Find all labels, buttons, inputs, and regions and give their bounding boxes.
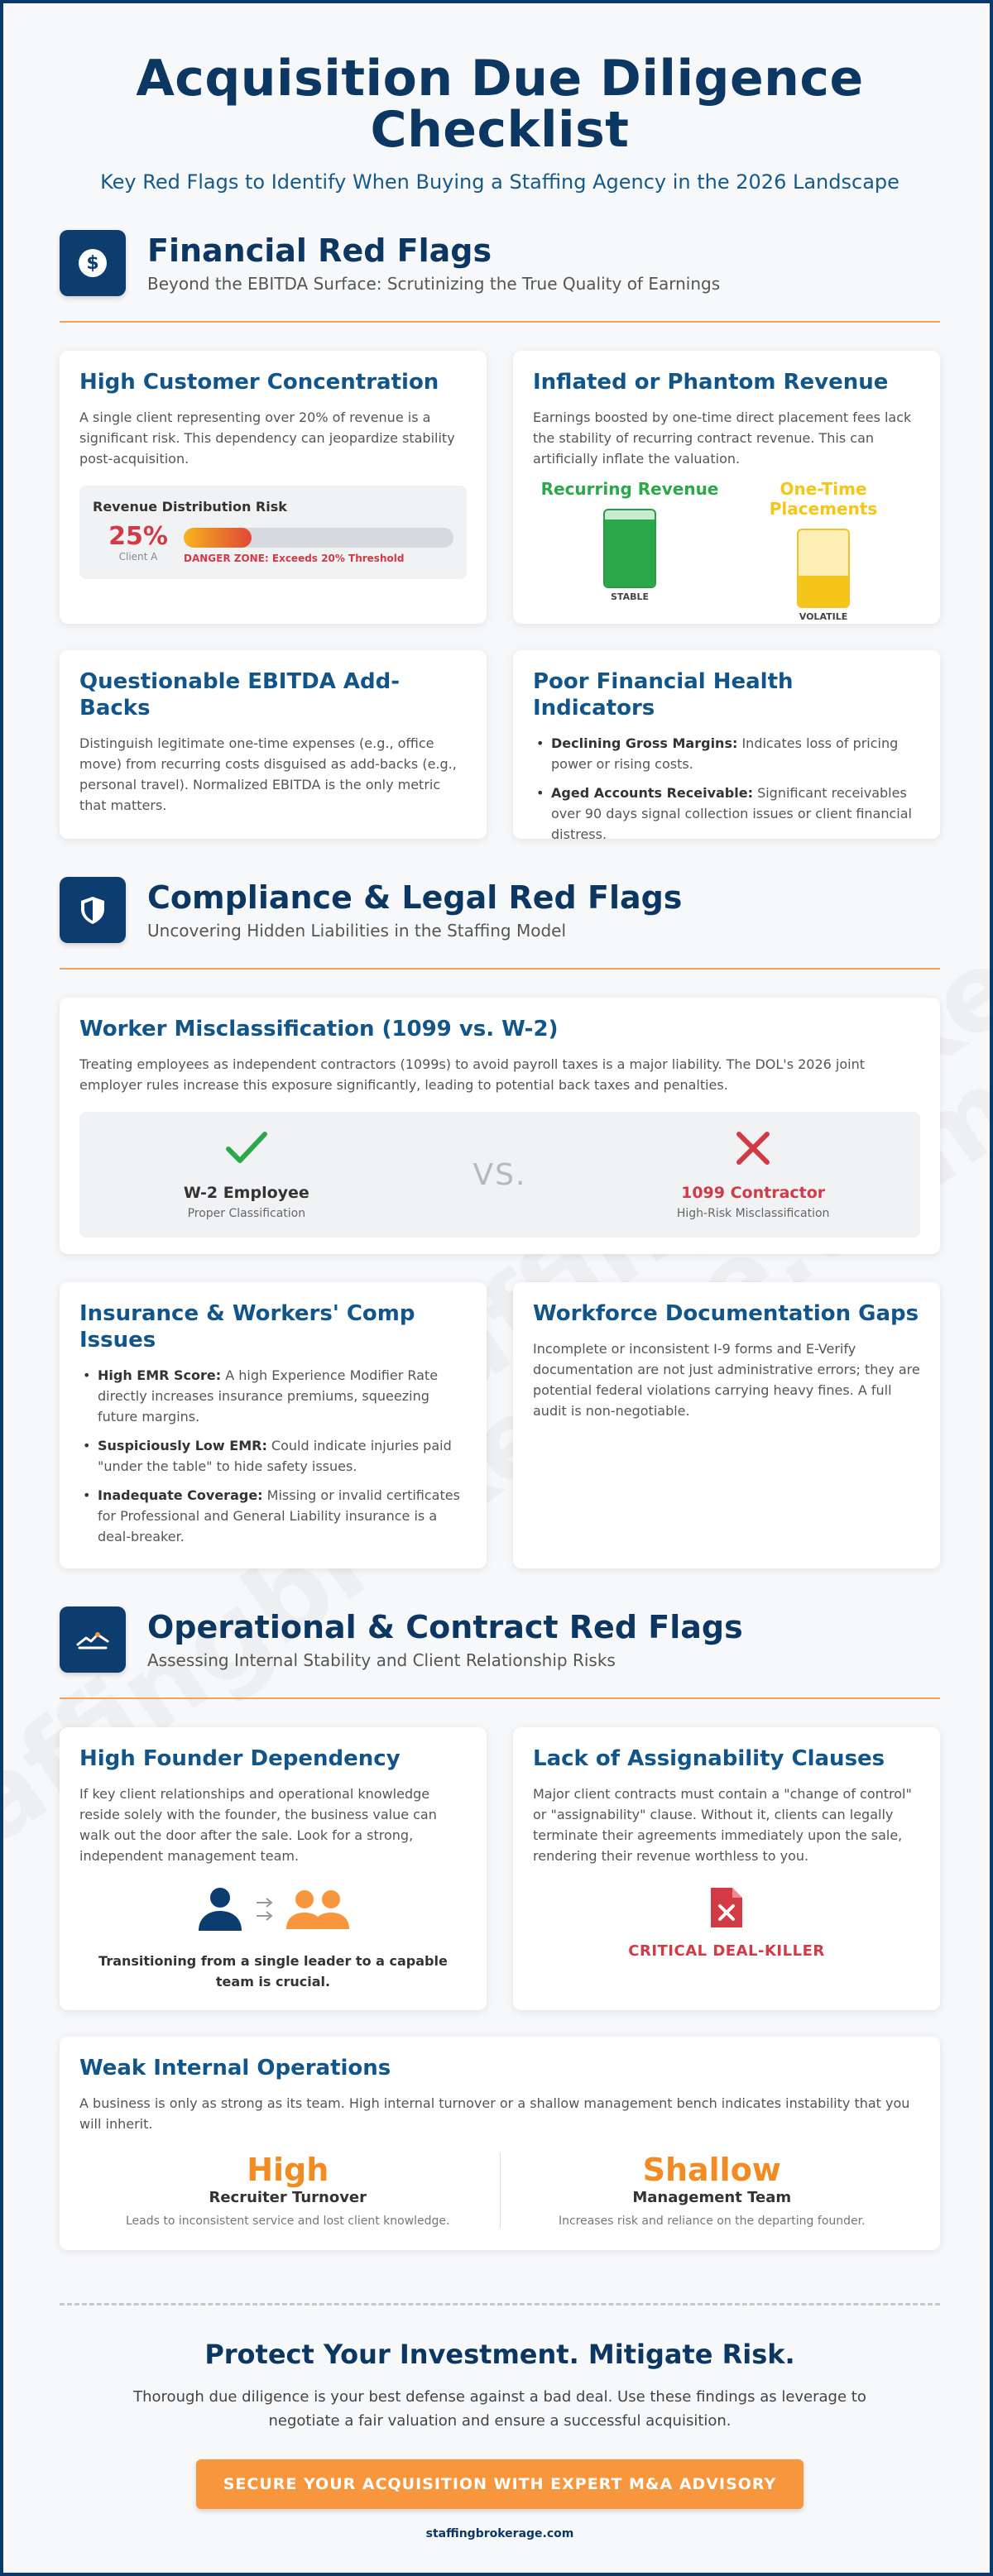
concentration-bar bbox=[184, 528, 453, 548]
arrows-icon bbox=[250, 1893, 280, 1926]
insurance-workers-comp-card bbox=[60, 1282, 487, 1568]
1099-note: High-Risk Misclassification bbox=[676, 1207, 830, 1220]
list-item: • Aged Accounts Receivable: Significant receivables over 90 days signal collection issues or client financial distress. bbox=[533, 783, 920, 845]
turnover-note: Leads to inconsistent service and lost client knowledge. bbox=[126, 2214, 450, 2228]
card-body: Treating employees as independent contractors (1099s) to avoid payroll taxes is a major liability. The DOL's 2026 joint employer rules increase this exposure significantly, leading to potential back taxes and penalties. bbox=[79, 1056, 866, 1093]
compliance-section-header bbox=[60, 877, 940, 943]
list-item: • Declining Gross Margins: Indicates loss of pricing power or rising costs. bbox=[533, 733, 920, 774]
team-icon bbox=[285, 1886, 351, 1932]
recurring-revenue-fill bbox=[605, 520, 655, 587]
page-subtitle: Key Red Flags to Identify When Buying a Staffing Agency in the 2026 Landscape bbox=[100, 170, 899, 194]
handshake-icon bbox=[60, 1606, 126, 1673]
recurring-revenue-bar bbox=[603, 509, 656, 588]
section-subtitle: Assessing Internal Stability and Client Relationship Risks bbox=[147, 1650, 616, 1670]
card-title: Worker Misclassification (1099 vs. W-2) bbox=[79, 1017, 559, 1041]
card-body: Distinguish legitimate one-time expenses (e.g., office move) from recurring costs disguised as add-backs (e.g., personal travel). Normalized EBITDA is the only metric that matters. bbox=[79, 735, 457, 813]
card-title: Inflated or Phantom Revenue bbox=[533, 370, 889, 395]
card-title: Lack of Assignability Clauses bbox=[533, 1746, 885, 1771]
w2-note: Proper Classification bbox=[187, 1207, 306, 1220]
section-divider bbox=[60, 1697, 940, 1699]
worker-misclassification-card bbox=[60, 998, 940, 1254]
section-divider bbox=[60, 968, 940, 970]
card-body: Major client contracts must contain a "change of control" or "assignability" clause. Without it, clients can legally terminate their agreements immediately upon the sale, rendering their revenue worthless to you. bbox=[533, 1786, 912, 1864]
one-time-placements-bar bbox=[797, 529, 850, 608]
card-title: Questionable EBITDA Add-Backs bbox=[79, 669, 401, 721]
management-depth-level: Shallow bbox=[642, 2152, 781, 2188]
checkmark-icon bbox=[225, 1129, 268, 1167]
danger-zone-label: DANGER ZONE: Exceeds 20% Threshold bbox=[184, 553, 405, 564]
footer-title: Protect Your Investment. Mitigate Risk. bbox=[204, 2339, 795, 2370]
health-list bbox=[533, 733, 920, 845]
founder-to-team-graphic bbox=[79, 1886, 467, 1932]
recurring-revenue-label: Recurring Revenue bbox=[540, 479, 719, 499]
dollar-icon bbox=[60, 230, 126, 296]
w2-employee-label: W-2 Employee bbox=[183, 1184, 309, 1202]
card-body: If key client relationships and operational knowledge reside solely with the founder, the business value can walk out the door after the sale. Look for a strong, independent management team. bbox=[79, 1786, 437, 1864]
financial-cards bbox=[60, 351, 940, 842]
section-subtitle: Uncovering Hidden Liabilities in the Staffing Model bbox=[147, 921, 566, 941]
revenue-box-title: Revenue Distribution Risk bbox=[93, 499, 287, 515]
financial-section-header bbox=[60, 230, 940, 296]
operational-section-header bbox=[60, 1606, 940, 1673]
concentration-percent: 25% bbox=[108, 522, 168, 551]
section-divider bbox=[60, 321, 940, 323]
card-title: High Founder Dependency bbox=[79, 1746, 401, 1771]
operational-cards bbox=[60, 1727, 940, 2010]
main-content bbox=[60, 50, 940, 2540]
section-title: Operational & Contract Red Flags bbox=[147, 1609, 743, 1645]
list-item: • High EMR Score: A high Experience Modifier Rate directly increases insurance premiums, squeezing future margins. bbox=[79, 1365, 467, 1427]
card-body: A single client representing over 20% of revenue is a significant risk. This dependency can jeopardize stability post-acquisition. bbox=[79, 409, 455, 467]
ebitda-addbacks-card bbox=[60, 650, 487, 839]
card-title: High Customer Concentration bbox=[79, 370, 439, 395]
revenue-distribution-box bbox=[79, 486, 467, 579]
founder-icon bbox=[195, 1886, 245, 1932]
card-title: Workforce Documentation Gaps bbox=[533, 1301, 919, 1326]
page-title: Acquisition Due Diligence Checklist bbox=[136, 50, 864, 159]
list-item: • Inadequate Coverage: Missing or invalid certificates for Professional and General Liability insurance is a deal-breaker. bbox=[79, 1485, 467, 1547]
volatile-tag: VOLATILE bbox=[799, 611, 848, 622]
card-body: Incomplete or inconsistent I-9 forms and E-Verify documentation are not just administrative errors; they are potential federal violations carrying heavy fines. A full audit is non-negotiable. bbox=[533, 1341, 920, 1419]
section-title: Financial Red Flags bbox=[147, 232, 492, 269]
card-title: Weak Internal Operations bbox=[79, 2056, 391, 2080]
management-note: Increases risk and reliance on the departing founder. bbox=[558, 2214, 866, 2228]
document-x-icon bbox=[708, 1884, 746, 1931]
financial-health-card bbox=[513, 650, 940, 842]
footer-divider bbox=[60, 2303, 940, 2305]
compliance-cards bbox=[60, 1282, 940, 1568]
customer-concentration-card bbox=[60, 351, 487, 624]
founder-caption: Transitioning from a single leader to a capable team is crucial. bbox=[98, 1953, 448, 1989]
deal-killer-label: CRITICAL DEAL-KILLER bbox=[628, 1942, 825, 1960]
w2-vs-1099-comparison bbox=[79, 1112, 920, 1238]
cta-button[interactable]: SECURE YOUR ACQUISITION WITH EXPERT M&A ADVISORY bbox=[196, 2459, 804, 2509]
client-label: Client A bbox=[118, 551, 158, 563]
phantom-revenue-card bbox=[513, 351, 940, 624]
turnover-label: Recruiter Turnover bbox=[209, 2189, 367, 2206]
operations-metrics bbox=[79, 2152, 920, 2228]
x-mark-icon bbox=[734, 1129, 772, 1167]
turnover-level: High bbox=[247, 2152, 329, 2188]
metrics-divider bbox=[500, 2152, 501, 2228]
website-link[interactable]: staffingbrokerage.com bbox=[425, 2527, 574, 2540]
founder-dependency-card bbox=[60, 1727, 487, 2010]
shield-icon bbox=[60, 877, 126, 943]
vs-label: VS. bbox=[473, 1157, 527, 1192]
stable-tag: STABLE bbox=[611, 591, 649, 602]
list-item: • Suspiciously Low EMR: Could indicate injuries paid "under the table" to hide safety issues. bbox=[79, 1435, 467, 1477]
section-title: Compliance & Legal Red Flags bbox=[147, 879, 683, 916]
svg-text:$: $ bbox=[86, 253, 99, 274]
1099-contractor-label: 1099 Contractor bbox=[681, 1184, 826, 1202]
section-subtitle: Beyond the EBITDA Surface: Scrutinizing the True Quality of Earnings bbox=[147, 274, 721, 294]
one-time-placements-label: One-Time Placements bbox=[769, 479, 878, 519]
assignability-card bbox=[513, 1727, 940, 2010]
insurance-list bbox=[79, 1365, 467, 1547]
weak-internal-operations-card bbox=[60, 2037, 940, 2250]
concentration-bar-fill bbox=[184, 528, 252, 548]
one-time-placements-fill bbox=[799, 576, 848, 606]
workforce-documentation-card bbox=[513, 1282, 940, 1568]
card-title: Insurance & Workers' Comp Issues bbox=[79, 1301, 415, 1353]
card-body: Earnings boosted by one-time direct placement fees lack the stability of recurring contract revenue. This can artificially inflate the valuation. bbox=[533, 409, 912, 467]
card-body: A business is only as strong as its team. High internal turnover or a shallow management bench indicates instability that you will inherit. bbox=[79, 2095, 910, 2132]
card-title: Poor Financial Health Indicators bbox=[533, 669, 794, 721]
management-label: Management Team bbox=[632, 2189, 792, 2206]
footer-body: Thorough due diligence is your best defense against a bad deal. Use these findings as leverage to negotiate a fair valuation and ensure a successful acquisition. bbox=[133, 2388, 866, 2430]
